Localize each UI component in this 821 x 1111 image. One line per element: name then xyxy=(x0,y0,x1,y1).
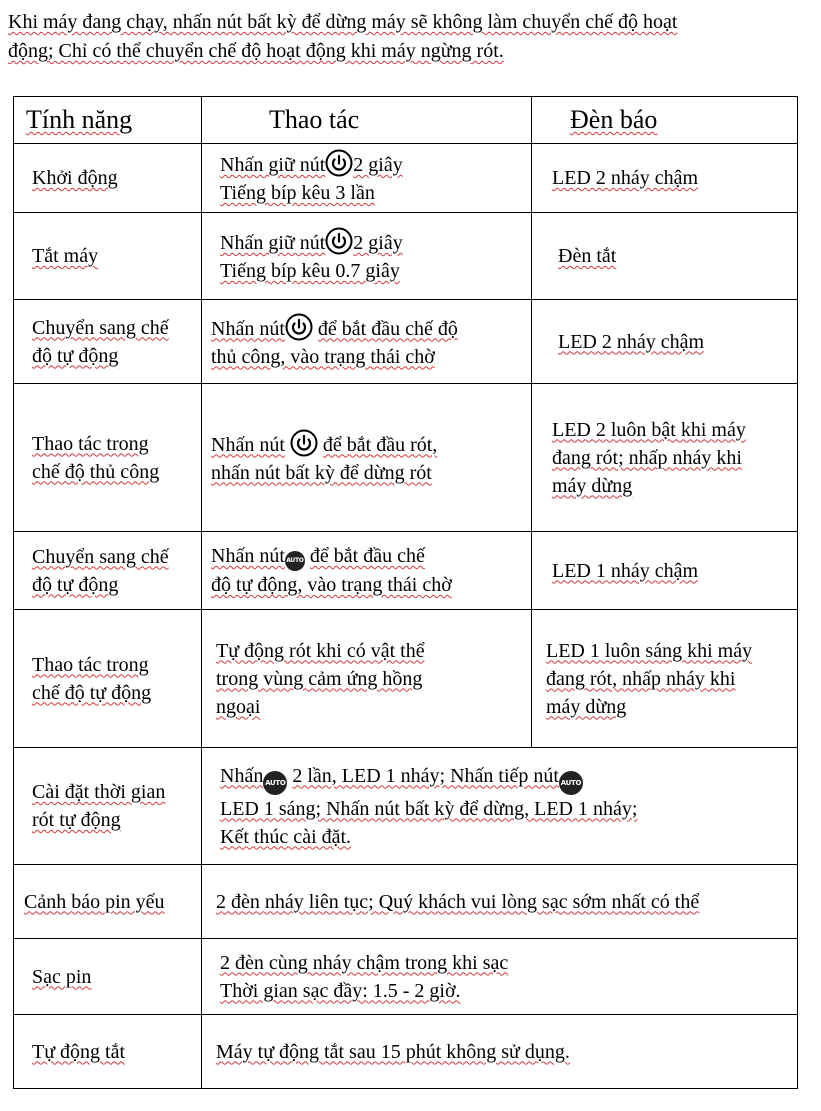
operation-cell: Máy tự động tắt sau 15 phút không sử dụng. xyxy=(202,1015,798,1089)
power-button-icon xyxy=(285,313,313,341)
operation-cell: Tự động rót khi có vật thể trong vùng cảm ứng hồng ngoại xyxy=(202,610,532,748)
feature-cell: Sạc pin xyxy=(14,939,202,1015)
feature-cell: Cài đặt thời gian rót tự động xyxy=(14,748,202,865)
table-row xyxy=(14,939,798,1015)
indicator-cell: LED 2 luôn bật khi máy đang rót; nhấp nháy khi máy dừng xyxy=(532,384,798,532)
operation-cell: 2 đèn cùng nháy chậm trong khi sạc Thời gian sạc đầy: 1.5 - 2 giờ. xyxy=(202,939,798,1015)
feature-cell: Chuyển sang chế độ tự động xyxy=(14,300,202,384)
feature-table xyxy=(13,96,798,1089)
indicator-cell: LED 1 luôn sáng khi máy đang rót, nhấp nháy khi máy dừng xyxy=(532,610,798,748)
feature-cell: Chuyển sang chế độ tự động xyxy=(14,532,202,610)
indicator-cell: LED 1 nháy chậm xyxy=(532,532,798,610)
power-button-icon xyxy=(325,227,353,255)
power-button-icon xyxy=(325,149,353,177)
indicator-cell: Đèn tắt xyxy=(532,213,798,300)
operation-cell: Nhấn nútAUTO để bắt đầu chế độ tự động, vào trạng thái chờ xyxy=(202,532,532,610)
table-row xyxy=(14,610,798,748)
feature-cell: Cảnh báo pin yếu xyxy=(14,865,202,939)
intro-line-1: Khi máy đang chạy, nhấn nút bất kỳ để dừng máy sẽ không làm chuyển chế độ hoạt xyxy=(8,11,678,33)
table-row xyxy=(14,865,798,939)
table-row xyxy=(14,384,798,532)
auto-button-icon: AUTO xyxy=(285,551,305,571)
power-button-icon xyxy=(290,429,318,457)
operation-cell: Nhấn giữ nút 2 giây Tiếng bíp kêu 0.7 giây xyxy=(202,213,532,300)
header-feature: Tính năng xyxy=(14,97,202,144)
feature-cell: Thao tác trong chế độ thủ công xyxy=(14,384,202,532)
table-row xyxy=(14,144,798,213)
feature-cell: Tắt máy xyxy=(14,213,202,300)
indicator-cell: LED 2 nháy chậm xyxy=(532,144,798,213)
operation-cell: 2 đèn nháy liên tục; Quý khách vui lòng sạc sớm nhất có thể xyxy=(202,865,798,939)
intro-paragraph xyxy=(8,8,808,66)
table-row xyxy=(14,532,798,610)
operation-cell: Nhấn giữ nút 2 giây Tiếng bíp kêu 3 lần xyxy=(202,144,532,213)
operation-cell: Nhấn AUTO 2 lần, LED 1 nháy; Nhấn tiếp nút AUTO LED 1 sáng; Nhấn nút bất kỳ để dừng, LED 1 nháy; Kết thúc cài đặt. xyxy=(202,748,798,865)
indicator-cell: LED 2 nháy chậm xyxy=(532,300,798,384)
feature-cell: Khởi động xyxy=(14,144,202,213)
header-operation: Thao tác xyxy=(202,97,532,144)
table-row xyxy=(14,300,798,384)
table-row xyxy=(14,213,798,300)
table-header-row xyxy=(14,97,798,144)
operation-cell: Nhấn nút để bắt đầu chế độ thủ công, vào trạng thái chờ xyxy=(202,300,532,384)
auto-button-icon: AUTO xyxy=(263,771,287,795)
table-row xyxy=(14,748,798,865)
intro-line-2: động; Chỉ có thể chuyển chế độ hoạt động khi máy ngừng rót. xyxy=(8,40,504,62)
table-row xyxy=(14,1015,798,1089)
operation-cell: Nhấn nút để bắt đầu rót, nhấn nút bất kỳ để dừng rót xyxy=(202,384,532,532)
auto-button-icon: AUTO xyxy=(559,771,583,795)
feature-cell: Thao tác trong chế độ tự động xyxy=(14,610,202,748)
header-indicator: Đèn báo xyxy=(532,97,798,144)
feature-cell: Tự động tắt xyxy=(14,1015,202,1089)
